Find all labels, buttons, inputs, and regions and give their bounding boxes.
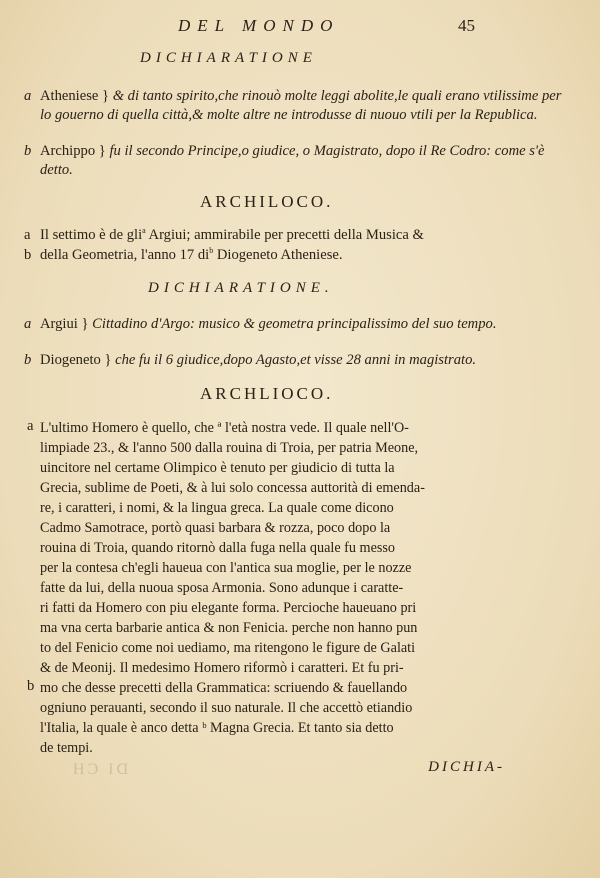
section-heading-archlioco: ARCHLIOCO.: [200, 384, 334, 403]
text-line: per la contesa ch'egli haueua con l'antica sua moglie, per le nozze: [40, 560, 412, 576]
text-fragment: Argiui; ammirabile per precetti della Musica &: [148, 227, 424, 243]
gloss-lemma: Argiui: [40, 316, 78, 332]
gloss-separator: }: [98, 143, 106, 159]
note-marker: a: [24, 316, 32, 332]
note-reference: a: [142, 226, 146, 236]
note-marker: b: [27, 678, 35, 694]
note-marker: b: [24, 247, 32, 263]
note-reference: b: [209, 246, 214, 256]
text-line: re, i caratteri, i nomi, & la lingua greca. La quale come dicono: [40, 500, 394, 516]
gloss-entry: [24, 142, 570, 180]
running-title: DEL MONDO: [178, 16, 340, 35]
page-number: 45: [458, 16, 475, 35]
gloss-entry: [24, 87, 570, 125]
text-line: uincitore nel certame Olimpico è tenuto per giudicio di tutta la: [40, 460, 395, 476]
section-heading-dichiaratione-1: DICHIARATIONE: [140, 50, 317, 66]
gloss-lemma: Archippo: [40, 143, 96, 159]
gloss-entry: [24, 315, 570, 334]
text-line: rouina di Troia, quando ritornò dalla fuga nella quale fu messo: [40, 540, 396, 556]
gloss-lemma: Diogeneto: [40, 352, 101, 368]
text-line: ogniuno perauanti, secondo il suo naturale. Il che accettò etiandio: [40, 700, 413, 716]
text-line: [24, 225, 570, 245]
gloss-text: Cittadino d'Argo: musico & geometra principalissimo del suo tempo.: [92, 316, 497, 332]
gloss-separator: }: [102, 88, 110, 104]
gloss-text: fu il secondo Principe,o giudice, o Magistrato, dopo il Re Codro: come s'è detto.: [40, 143, 545, 178]
text-line: ma vna certa barbarie antica & non Fenicia. perche non hanno pun: [40, 620, 418, 636]
gloss-text: che fu il 6 giudice,dopo Agasto,et visse 28 anni in magistrato.: [115, 352, 477, 368]
text-line: Cadmo Samotrace, portò quasi barbara & rozza, poco dopo la: [40, 520, 391, 536]
text-line: de tempi.: [40, 740, 93, 756]
text-line: ri fatti da Homero con piu elegante forma. Percioche haueuano pri: [40, 600, 417, 616]
text-fragment: Diogeneto Atheniese.: [216, 247, 343, 263]
catchword: DICHIA-: [428, 759, 505, 775]
text-line: L'ultimo Homero è quello, che ª l'età nostra vede. Il quale nell'O-: [40, 420, 409, 436]
text-line: & de Meonij. Il medesimo Homero riformò i caratteri. Et fu pri-: [40, 660, 404, 676]
gloss-separator: }: [104, 352, 112, 368]
section-heading-dichiaratione-2: DICHIARATIONE.: [148, 280, 334, 296]
bleed-through-text: DI CH: [70, 761, 129, 778]
note-marker: b: [24, 143, 32, 159]
main-body-text: [40, 418, 510, 758]
text-line: to del Fenicio come noi uediamo, ma ritengono le figure de Galati: [40, 640, 416, 656]
gloss-text: & di tanto spirito,che rinouò molte leggi abolite,le quali erano vtilissime per lo gouerno di quella città,& molte altre ne introdusse di nuouo vtili per la Republica.: [40, 88, 562, 123]
gloss-separator: }: [81, 316, 89, 332]
text-fragment: della Geometria, l'anno 17 di: [40, 247, 210, 263]
text-line: mo che desse precetti della Grammatica: scriuendo & fauellando: [40, 680, 408, 696]
text-line: Grecia, sublime de Poeti, & à lui solo concessa auttorità di emenda-: [40, 480, 425, 496]
note-marker: a: [24, 227, 31, 243]
text-line: [24, 245, 570, 265]
note-marker: a: [24, 88, 32, 104]
text-line: fatte da lui, della nuoua sposa Armonia. Sono adunque i caratte-: [40, 580, 404, 596]
text-fragment: Il settimo è de gli: [40, 227, 143, 243]
note-marker: b: [24, 352, 32, 368]
section-heading-archiloco: ARCHILOCO.: [200, 192, 334, 211]
gloss-entry: [24, 351, 570, 370]
gloss-lemma: Atheniese: [40, 88, 99, 104]
note-marker: a: [27, 418, 34, 434]
text-line: limpiade 23., & l'anno 500 dalla rouina di Troia, per patria Meone,: [40, 440, 419, 456]
text-line: l'Italia, la quale è anco detta ᵇ Magna Grecia. Et tanto sia detto: [40, 720, 394, 736]
